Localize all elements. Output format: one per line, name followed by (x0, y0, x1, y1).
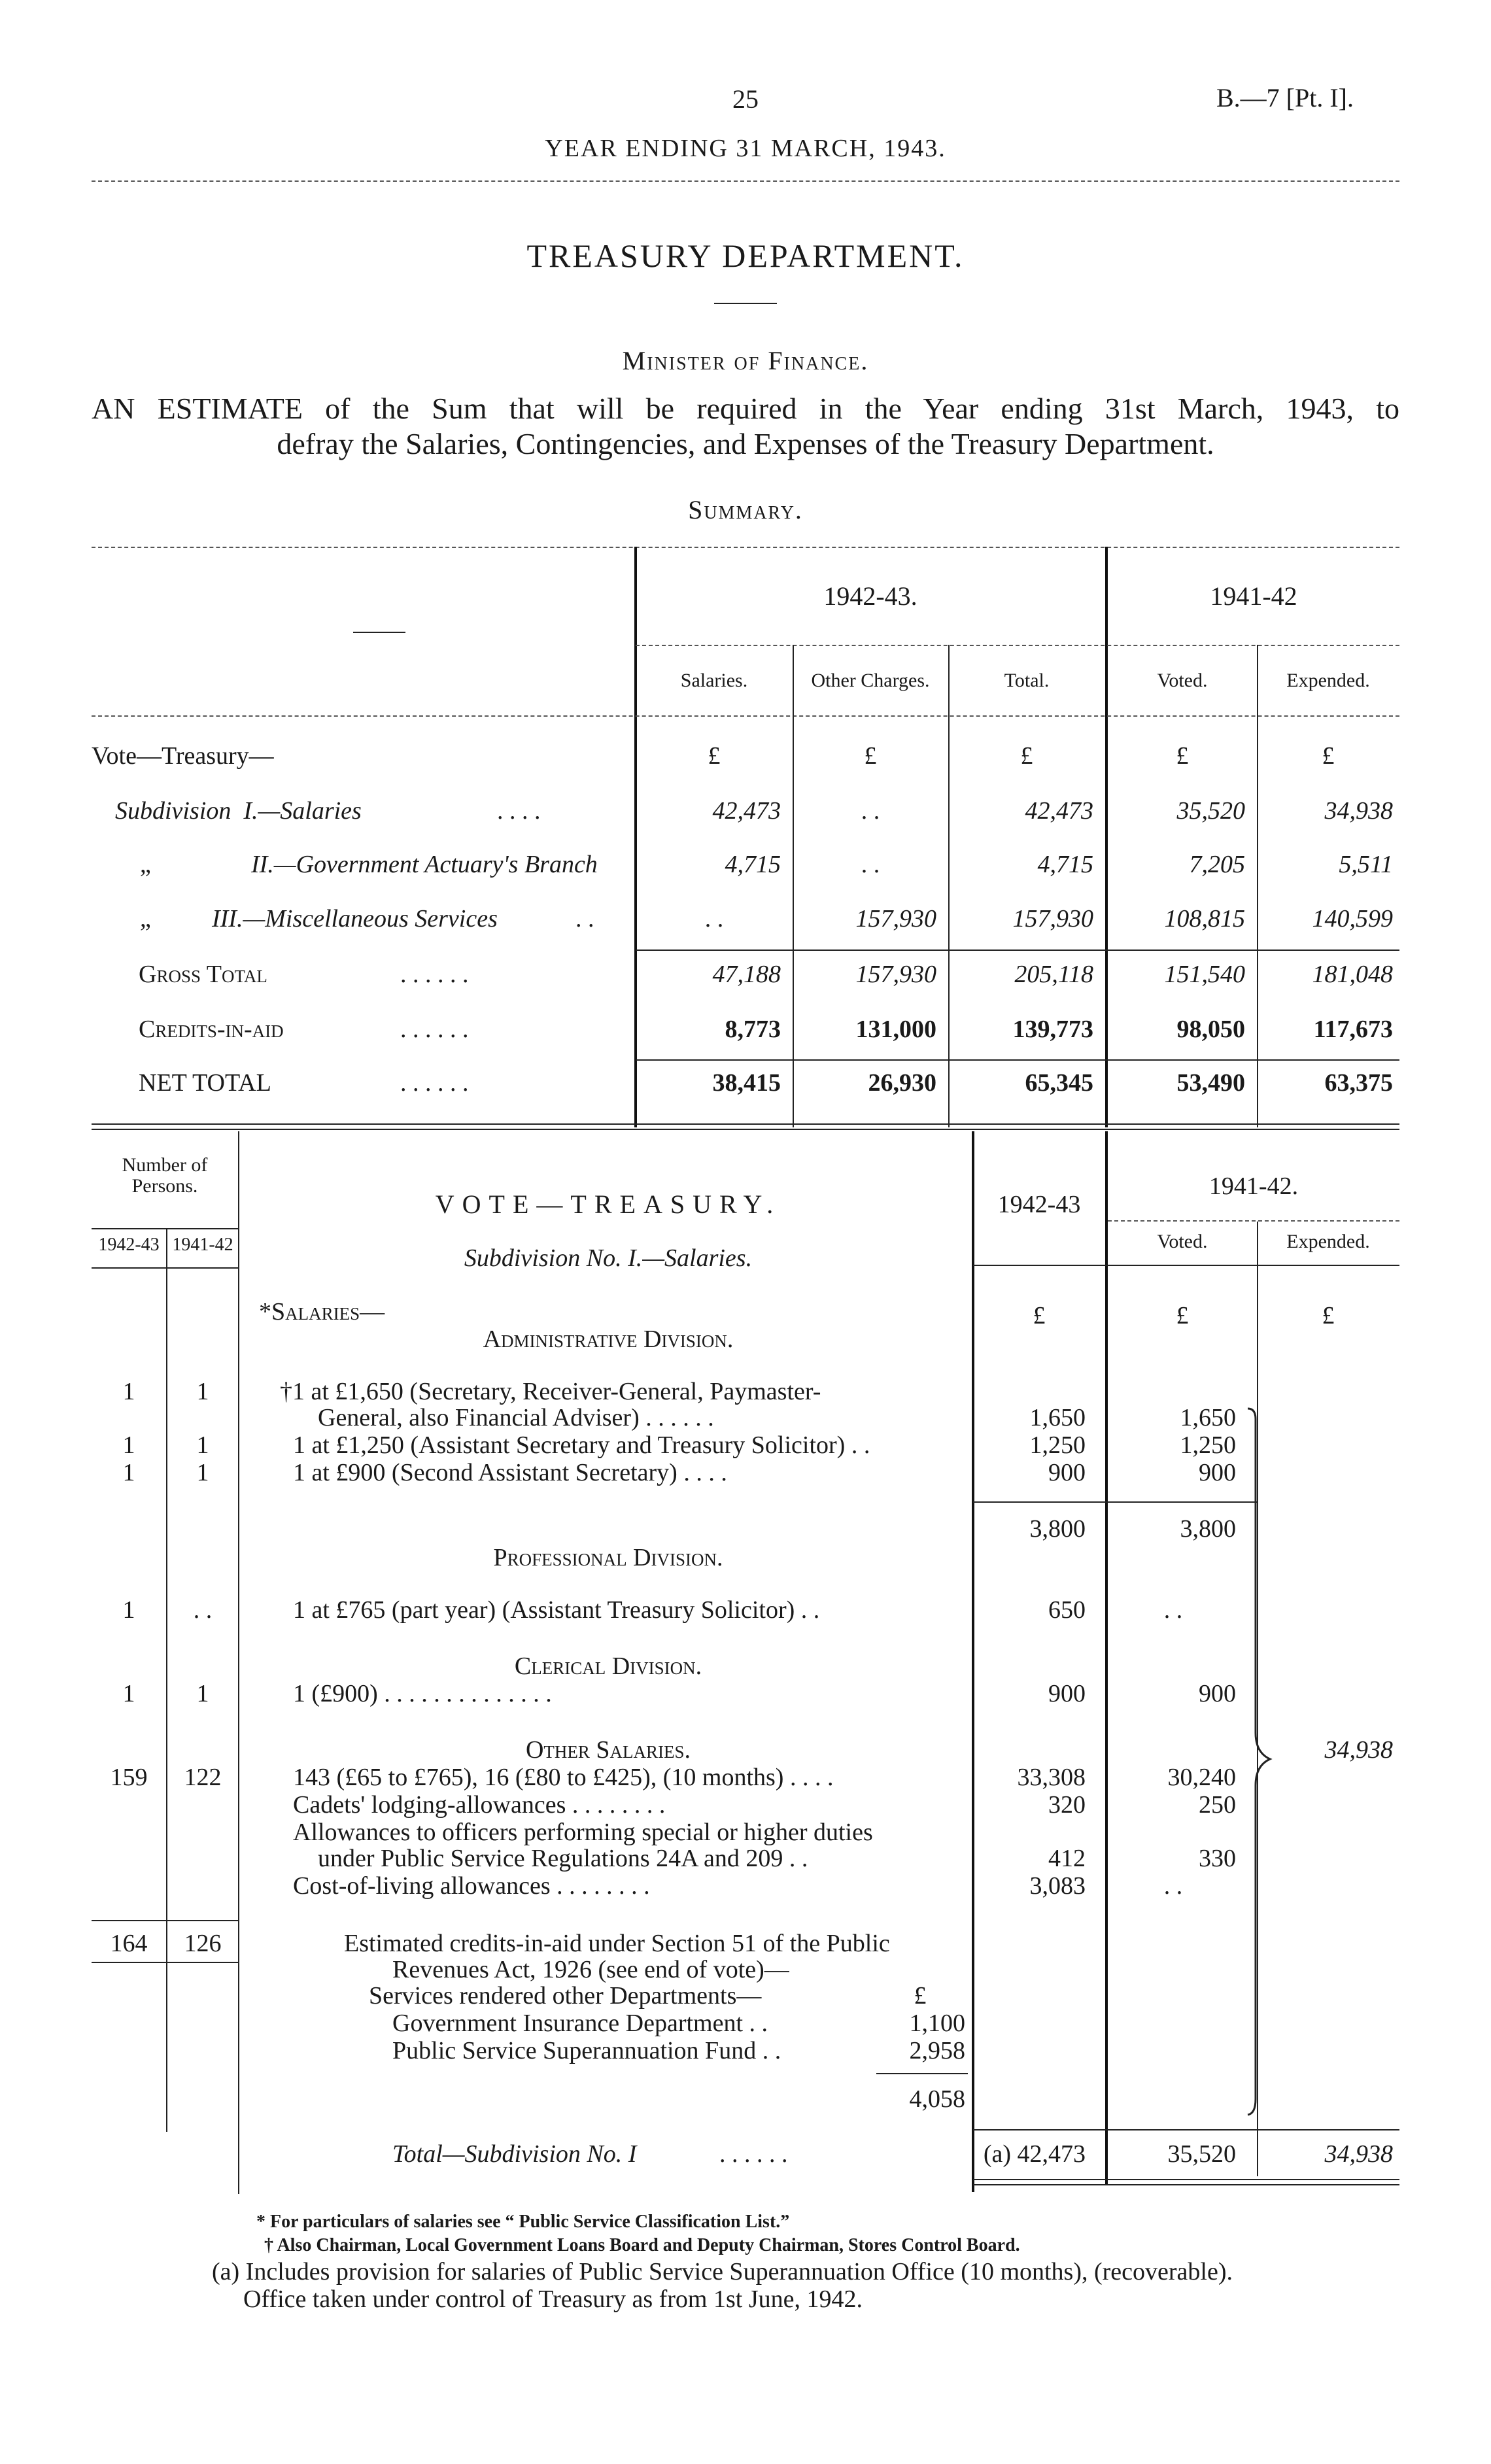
estimate-text-line1: AN ESTIMATE of the Sum that will be required in the Year ending 31st March, 1943, to (92, 392, 1399, 425)
minister-heading: Minister of Finance. (622, 346, 869, 375)
summary-net-label: NET TOTAL (139, 1069, 271, 1097)
salary-amount: 3,083 (1029, 1872, 1086, 1900)
summary-col-other-charges: Other Charges. (811, 670, 930, 691)
summary-value: 7,205 (1189, 851, 1245, 878)
salary-voted: 250 (1199, 1791, 1236, 1819)
leader-dots: . . . . . . (400, 1069, 469, 1097)
salary-amount: 900 (1048, 1459, 1086, 1486)
summary-row-label: Subdivision I.—Salaries (115, 797, 362, 825)
persons-count: 1 (122, 1431, 135, 1459)
summary-vote-label: Vote—Treasury— (92, 742, 274, 770)
credits-total: 4,058 (909, 2085, 965, 2113)
summary-col-expended: Expended. (1286, 670, 1370, 691)
vote-currency: £ (1033, 1302, 1046, 1329)
summary-currency: £ (1020, 742, 1033, 770)
salary-line: 1 (£900) . . . . . . . . . . . . . . (293, 1680, 552, 1707)
salary-voted: 1,250 (1180, 1431, 1236, 1459)
subdivision-total-expended: 34,938 (1324, 2140, 1393, 2168)
salary-line: †1 at £1,650 (Secretary, Receiver-General, Paymaster- (280, 1378, 821, 1405)
credits-text: Estimated credits-in-aid under Section 51 of the Public (344, 1930, 890, 1957)
summary-value: 131,000 (855, 1016, 936, 1043)
summary-col-voted: Voted. (1157, 670, 1208, 691)
credits-text: Services rendered other Departments— (369, 1982, 762, 2010)
salary-line: 143 (£65 to £765), 16 (£80 to £425), (10 months) . . . . (293, 1764, 834, 1791)
summary-value: 38,415 (712, 1069, 781, 1097)
salary-line: 1 at £1,250 (Assistant Secretary and Treasury Solicitor) . . (293, 1431, 870, 1459)
summary-value: 42,473 (712, 797, 781, 825)
summary-value: . . (861, 797, 880, 825)
summary-value: 63,375 (1324, 1069, 1393, 1097)
persons-count: 1 (122, 1680, 135, 1707)
persons-count: 1 (196, 1680, 209, 1707)
salary-line: Allowances to officers performing special or higher duties (293, 1819, 873, 1846)
summary-value: . . (861, 851, 880, 878)
vote-subtitle: Subdivision No. I.—Salaries. (464, 1244, 753, 1272)
leader-dots: . . . . (497, 797, 541, 825)
summary-col-salaries: Salaries. (680, 670, 748, 691)
salary-line: Cost-of-living allowances . . . . . . . . (293, 1872, 650, 1900)
salary-voted: 900 (1199, 1459, 1236, 1486)
estimate-text-line2: defray the Salaries, Contingencies, and Expenses of the Treasury Department. (277, 427, 1214, 460)
salary-amount: 320 (1048, 1791, 1086, 1819)
salary-amount: 1,650 (1029, 1404, 1086, 1431)
persons-total: 164 (110, 1930, 148, 1957)
salary-voted: 900 (1199, 1680, 1236, 1707)
salary-amount: 33,308 (1017, 1764, 1086, 1791)
summary-currency: £ (708, 742, 721, 770)
summary-row-label: III.—Miscellaneous Services (212, 905, 498, 933)
clerical-division-heading: Clerical Division. (514, 1652, 702, 1680)
persons-count: 1 (196, 1459, 209, 1486)
summary-value: 4,715 (725, 851, 781, 878)
salary-voted: 330 (1199, 1845, 1236, 1872)
summary-row-ditto: „ (140, 851, 151, 878)
expended-total: 34,938 (1324, 1736, 1393, 1764)
summary-currency: £ (1322, 742, 1335, 770)
leader-dots: . . (575, 905, 594, 933)
summary-value: 108,815 (1164, 905, 1245, 933)
persons-col-1942-43: 1942-43 (98, 1235, 160, 1255)
salary-amount: 412 (1048, 1845, 1086, 1872)
professional-division-heading: Professional Division. (493, 1544, 723, 1571)
summary-value: 140,599 (1312, 905, 1393, 933)
year-ending-heading: YEAR ENDING 31 MARCH, 1943. (545, 135, 946, 162)
vote-col-voted: Voted. (1157, 1231, 1208, 1252)
salary-amount: 900 (1048, 1680, 1086, 1707)
department-title: TREASURY DEPARTMENT. (526, 237, 965, 274)
credits-text: Revenues Act, 1926 (see end of vote)— (392, 1956, 789, 1983)
credits-currency: £ (914, 1982, 927, 2010)
subdivision-total-voted: 35,520 (1167, 2140, 1236, 2168)
salary-voted: 30,240 (1167, 1764, 1236, 1791)
salary-voted: 1,650 (1180, 1404, 1236, 1431)
salary-line: under Public Service Regulations 24A and 209 . . (318, 1845, 808, 1872)
document-reference: B.—7 [Pt. I]. (1216, 83, 1354, 112)
summary-value: 65,345 (1025, 1069, 1093, 1097)
salaries-heading: *Salaries— (259, 1298, 385, 1326)
summary-row-label: II.—Government Actuary's Branch (251, 851, 598, 878)
summary-value: 157,930 (855, 961, 936, 988)
summary-value: 157,930 (1012, 905, 1093, 933)
salary-amount: 1,250 (1029, 1431, 1086, 1459)
summary-value: 53,490 (1176, 1069, 1245, 1097)
persons-count: 159 (110, 1764, 148, 1791)
vote-col-1942-43: 1942-43 (997, 1191, 1081, 1218)
summary-value: 26,930 (868, 1069, 936, 1097)
footnote: (a) Includes provision for salaries of Public Service Superannuation Office (10 months), (recoverable). (212, 2258, 1233, 2285)
vote-col-expended: Expended. (1286, 1231, 1370, 1252)
summary-group-1942-43: 1942-43. (823, 581, 917, 611)
summary-value: 98,050 (1176, 1016, 1245, 1043)
credits-amount: 2,958 (909, 2037, 965, 2064)
summary-heading: Summary. (688, 495, 803, 524)
persons-count: . . (193, 1596, 213, 1624)
persons-count: 122 (184, 1764, 222, 1791)
summary-currency: £ (1176, 742, 1189, 770)
header-rule (92, 180, 1399, 182)
leader-dots: . . . . . . (400, 961, 469, 988)
salary-line: 1 at £765 (part year) (Assistant Treasury Solicitor) . . (293, 1596, 820, 1624)
summary-value: 35,520 (1176, 797, 1245, 825)
summary-value: 34,938 (1324, 797, 1393, 825)
salary-voted: . . (1163, 1596, 1183, 1624)
salary-line: 1 at £900 (Second Assistant Secretary) . . . . (293, 1459, 727, 1486)
salary-line: General, also Financial Adviser) . . . . . . (318, 1404, 714, 1431)
summary-row-ditto: „ (140, 905, 151, 933)
footnote: Office taken under control of Treasury as from 1st June, 1942. (243, 2285, 863, 2313)
admin-subtotal: 3,800 (1029, 1515, 1086, 1543)
leader-dots: . . . . . . (400, 1016, 469, 1043)
persons-count: 1 (122, 1596, 135, 1624)
summary-value: 42,473 (1025, 797, 1093, 825)
vote-title: VOTE—TREASURY. (435, 1189, 781, 1219)
summary-value: 151,540 (1164, 961, 1245, 988)
summary-value: 181,048 (1312, 961, 1393, 988)
summary-currency: £ (864, 742, 877, 770)
persons-count: 1 (122, 1378, 135, 1405)
persons-col-1941-42: 1941-42 (172, 1235, 233, 1255)
summary-value: 8,773 (725, 1016, 781, 1043)
summary-value: 205,118 (1014, 961, 1093, 988)
summary-col-total: Total. (1004, 670, 1050, 691)
persons-count: 1 (196, 1431, 209, 1459)
subdivision-total-label: Total—Subdivision No. I (392, 2140, 637, 2168)
subdivision-total: (a) 42,473 (983, 2140, 1086, 2168)
page-number: 25 (732, 84, 759, 114)
vote-col-1941-42: 1941-42. (1208, 1172, 1299, 1200)
leader-dots: . . . . . . (719, 2140, 788, 2168)
footnote: * For particulars of salaries see “ Public Service Classification List.” (256, 2212, 790, 2232)
summary-head-dash (353, 632, 405, 633)
summary-gross-label: Gross Total (139, 961, 267, 988)
summary-value: 4,715 (1037, 851, 1093, 878)
summary-credits-label: Credits-in-aid (139, 1016, 284, 1043)
persons-total: 126 (184, 1930, 222, 1957)
administrative-division-heading: Administrative Division. (483, 1326, 734, 1353)
salary-amount: 650 (1048, 1596, 1086, 1624)
summary-value: 157,930 (855, 905, 936, 933)
salary-line: Cadets' lodging-allowances . . . . . . . . (293, 1791, 666, 1819)
persons-count: 1 (196, 1378, 209, 1405)
credits-item: Public Service Superannuation Fund . . (392, 2037, 781, 2064)
other-salaries-heading: Other Salaries. (525, 1736, 691, 1764)
credits-item: Government Insurance Department . . (392, 2010, 768, 2037)
footnote: † Also Chairman, Local Government Loans Board and Deputy Chairman, Stores Control Board. (264, 2235, 1020, 2255)
admin-subtotal-voted: 3,800 (1180, 1515, 1236, 1543)
summary-group-1941-42: 1941-42 (1210, 581, 1297, 611)
title-dash (714, 303, 777, 304)
summary-value: 139,773 (1012, 1016, 1093, 1043)
vote-currency: £ (1176, 1302, 1189, 1329)
persons-header: Number of Persons. (122, 1154, 208, 1197)
expended-brace (1245, 1406, 1278, 2119)
summary-value: 47,188 (712, 961, 781, 988)
salary-voted: . . (1163, 1872, 1183, 1900)
summary-value: 117,673 (1313, 1016, 1393, 1043)
summary-value: 5,511 (1339, 851, 1393, 878)
credits-amount: 1,100 (909, 2010, 965, 2037)
persons-count: 1 (122, 1459, 135, 1486)
summary-value: . . (704, 905, 724, 933)
vote-currency: £ (1322, 1302, 1335, 1329)
